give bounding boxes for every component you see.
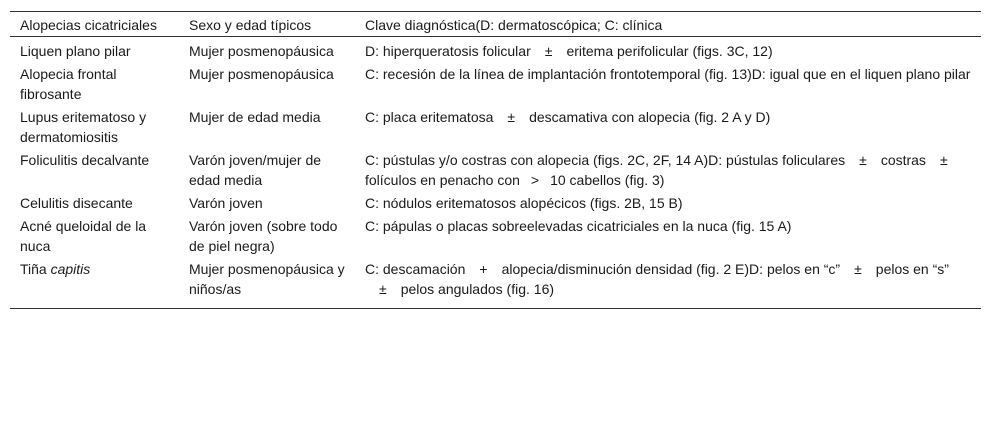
row-name: Foliculitis decalvante: [20, 152, 150, 168]
key-text: pelos angulados (fig. 16): [400, 281, 555, 297]
row-key: [355, 62, 981, 105]
key-text: descamativa con alopecia (fig. 2 A y D): [529, 109, 771, 125]
name-italic: capitis: [50, 261, 91, 277]
row-key: [355, 37, 981, 63]
greater-than-symbol: >: [530, 172, 540, 188]
row-name: Lupus eritematoso y dermatomiositis: [20, 109, 147, 145]
row-demographic: Varón joven: [189, 195, 263, 211]
table-header: [10, 12, 981, 37]
key-text: C: nódulos eritematosos alopécicos (figs. 2B, 15 B): [365, 195, 683, 211]
header-alopecias: Alopecias cicatriciales: [10, 12, 179, 37]
table-row: [10, 214, 981, 257]
name-prefix: Tiña: [20, 261, 47, 277]
plus-symbol: +: [479, 261, 488, 277]
alopecia-table: [10, 11, 981, 309]
plus-minus-symbol: ±: [379, 281, 387, 297]
table-row: [10, 62, 981, 105]
key-text: eritema perifolicular (figs. 3C, 12): [566, 43, 773, 59]
key-text: 10 cabellos (fig. 3): [550, 172, 665, 188]
row-key: [355, 148, 981, 191]
table-row: [10, 191, 981, 214]
row-demographic: Varón joven/mujer de edad media: [189, 152, 322, 188]
key-text: C: placa eritematosa: [365, 109, 494, 125]
key-text: C: pústulas y/o costras con alopecia (figs. 2C, 2F, 14 A)D: pústulas foliculares: [365, 152, 846, 168]
row-key: [355, 191, 981, 214]
table-row: [10, 148, 981, 191]
key-text: C: descamación: [365, 261, 466, 277]
row-demographic: Mujer posmenopáusica: [189, 43, 334, 59]
key-text: pelos en “s”: [875, 261, 949, 277]
header-row: [10, 12, 981, 37]
row-name: Liquen plano pilar: [20, 43, 131, 59]
row-name: [10, 257, 179, 309]
row-demographic: Mujer posmenopáusica y niños/as: [189, 261, 345, 297]
row-name: Acné queloidal de la nuca: [20, 218, 147, 254]
table-row: [10, 257, 981, 309]
row-demographic: Mujer posmenopáusica: [189, 66, 334, 82]
row-demographic: Mujer de edad media: [189, 109, 321, 125]
row-key: [355, 214, 981, 257]
key-text: costras: [880, 152, 926, 168]
plus-minus-symbol: ±: [854, 261, 862, 277]
key-text: C: recesión de la línea de implantación frontotemporal (fig. 13)D: igual que en el liquen plano pilar: [365, 66, 971, 82]
row-name: Alopecia frontal fibrosante: [20, 66, 117, 102]
row-key: [355, 257, 981, 309]
plus-minus-symbol: ±: [859, 152, 867, 168]
table-row: [10, 105, 981, 148]
key-text: folículos en penacho con: [365, 172, 520, 188]
key-text: alopecia/disminución densidad (fig. 2 E)D: pelos en “c”: [501, 261, 841, 277]
header-sexo-edad: Sexo y edad típicos: [179, 12, 355, 37]
header-clave-diagnostica: Clave diagnóstica(D: dermatoscópica; C: clínica: [355, 12, 981, 37]
row-demographic: Varón joven (sobre todo de piel negra): [189, 218, 338, 254]
plus-minus-symbol: ±: [544, 43, 553, 59]
plus-minus-symbol: ±: [939, 152, 948, 168]
table-body: [10, 37, 981, 309]
key-text: C: pápulas o placas sobreelevadas cicatriciales en la nuca (fig. 15 A): [365, 218, 792, 234]
table-row: [10, 37, 981, 63]
row-key: [355, 105, 981, 148]
row-name: Celulitis disecante: [20, 195, 133, 211]
plus-minus-symbol: ±: [507, 109, 516, 125]
table-container: [10, 11, 981, 309]
key-text: D: hiperqueratosis folicular: [365, 43, 531, 59]
